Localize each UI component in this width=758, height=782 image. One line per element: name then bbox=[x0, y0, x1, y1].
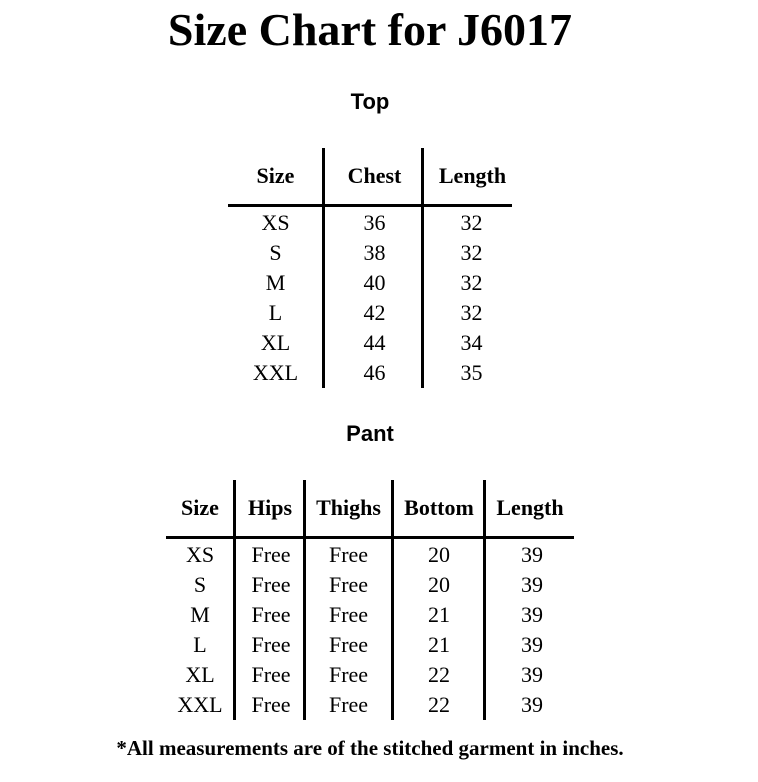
measurement-note: *All measurements are of the stitched garment in inches. bbox=[116, 736, 624, 760]
pant-header-rule bbox=[166, 536, 574, 539]
pant-cell-length: 39 bbox=[521, 602, 543, 627]
top-cell-size: XS bbox=[261, 210, 290, 235]
pant-cell-size: M bbox=[190, 602, 210, 627]
top-cell-chest: 46 bbox=[363, 360, 386, 385]
pant-table-heading: Pant bbox=[346, 421, 394, 446]
pant-cell-length: 39 bbox=[521, 692, 543, 717]
pant-cell-size: XXL bbox=[177, 692, 223, 717]
top-cell-size: S bbox=[269, 240, 282, 265]
pant-cell-thighs: Free bbox=[328, 692, 369, 717]
pant-cell-thighs: Free bbox=[328, 542, 369, 567]
top-cell-size: L bbox=[268, 300, 283, 325]
top-header-chest: Chest bbox=[347, 163, 402, 188]
top-cell-chest: 38 bbox=[363, 240, 386, 265]
pant-cell-length: 39 bbox=[521, 662, 543, 687]
pant-cell-hips: Free bbox=[251, 602, 291, 627]
top-table-heading: Top bbox=[350, 89, 390, 114]
pant-header-length: Length bbox=[496, 495, 564, 520]
pant-cell-thighs: Free bbox=[328, 662, 369, 687]
top-cell-chest: 40 bbox=[363, 270, 386, 295]
pant-cell-hips: Free bbox=[251, 662, 291, 687]
top-cell-chest: 42 bbox=[363, 300, 386, 325]
top-cell-size: XXL bbox=[252, 360, 299, 385]
pant-cell-bottom: 22 bbox=[428, 662, 450, 687]
top-cell-length: 32 bbox=[460, 210, 483, 235]
pant-cell-length: 39 bbox=[521, 542, 543, 567]
top-header-length: Length bbox=[438, 163, 507, 188]
pant-cell-bottom: 21 bbox=[428, 602, 450, 627]
pant-cell-length: 39 bbox=[521, 572, 543, 597]
pant-header-hips: Hips bbox=[247, 495, 293, 520]
pant-cell-bottom: 20 bbox=[428, 572, 450, 597]
pant-cell-bottom: 22 bbox=[428, 692, 450, 717]
top-cell-chest: 36 bbox=[363, 210, 386, 235]
pant-cell-bottom: 20 bbox=[428, 542, 450, 567]
top-cell-length: 35 bbox=[460, 360, 483, 385]
pant-cell-size: XL bbox=[185, 662, 215, 687]
top-cell-length: 34 bbox=[460, 330, 483, 355]
pant-cell-length: 39 bbox=[521, 632, 543, 657]
pant-cell-thighs: Free bbox=[328, 632, 369, 657]
pant-cell-hips: Free bbox=[251, 572, 291, 597]
pant-cell-thighs: Free bbox=[328, 602, 369, 627]
pant-header-size: Size bbox=[181, 495, 219, 520]
pant-header-thighs: Thighs bbox=[316, 495, 381, 520]
top-cell-size: XL bbox=[260, 330, 291, 355]
top-cell-length: 32 bbox=[460, 240, 483, 265]
pant-cell-size: L bbox=[193, 632, 207, 657]
page-title: Size Chart for J6017 bbox=[167, 4, 573, 55]
pant-cell-hips: Free bbox=[251, 632, 291, 657]
pant-cell-hips: Free bbox=[251, 692, 291, 717]
top-cell-length: 32 bbox=[460, 300, 483, 325]
pant-cell-size: XS bbox=[185, 542, 215, 567]
pant-cell-size: S bbox=[193, 572, 207, 597]
pant-cell-bottom: 21 bbox=[428, 632, 450, 657]
top-header-rule bbox=[228, 204, 512, 207]
pant-cell-hips: Free bbox=[251, 542, 291, 567]
pant-cell-thighs: Free bbox=[328, 572, 369, 597]
top-cell-size: M bbox=[265, 270, 286, 295]
top-cell-chest: 44 bbox=[363, 330, 386, 355]
top-header-size: Size bbox=[256, 163, 295, 188]
pant-header-bottom: Bottom bbox=[404, 495, 474, 520]
top-cell-length: 32 bbox=[460, 270, 483, 295]
